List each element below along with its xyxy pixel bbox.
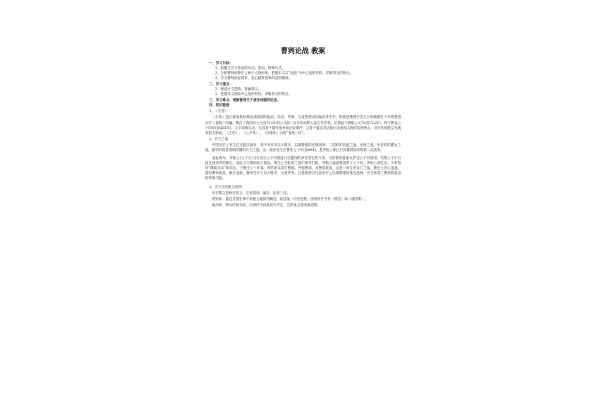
paragraph-changshao-2: 前此两年，齐桓公(公子小白)与其兄公子纠曾进行过激烈的争夺君位的斗争，当时鲁国曾派兵护送公子纠回国，结果公子小白抢先回到齐国即位，因此又与鲁国结下冤仇。鲁庄公在乾时之战中被齐打败，齐桓公逼迫鲁国杀了公子纠。齐桓公即位后，不听管仲“修政自治”的劝告，于鲁庄公十年春，悍然派兵攻打鲁国。齐强鲁弱，对鲁国来说，这是一场生死存亡之战，鲁庄公决心迎战，遂有曹刿请见，献计迎敌，鲁军在长勺以少胜多，大败齐军。这是我国古代战争史上以弱胜强的著名战例，充分体现了曹刿的政治和军事才能。 (205, 156, 401, 181)
section-heading-difficulty: 三、学习难点：理解曹刿关于战争问题的论述。 (209, 97, 281, 102)
paragraph-history-prose-2: 国别体：通过各国史事个别独立地排列概述，叙述某一历史进程。国别体史书有《国语》和《战国策》。 (212, 196, 368, 201)
paragraph-history-prose-1: 历史散文依称史传文，它有国别、编年、纪传三体。 (212, 190, 290, 195)
paragraph-gap (205, 182, 401, 184)
document-page (205, 46, 401, 208)
paragraph-gap (205, 153, 401, 155)
goal-item-2: 2、分析曹刿和鲁庄公两个人物形象，把握本文以“论战”为中心组织材料，详略得当的特点。 (215, 71, 353, 76)
goal-item-1: 1、积累文言文常用的实词、虚词、特殊句式。 (215, 66, 285, 71)
subsection-history-prose: 3、关于历史散文体例 (209, 184, 242, 189)
subsection-zuozhuan: 1、《左传》 (209, 109, 229, 114)
section-heading-key-points: 二、学习重点： (209, 81, 233, 86)
section-heading-goals: 一、学习目标： (209, 61, 233, 65)
section-heading-knowledge: 四、知识链接 (209, 103, 230, 108)
document-title: 曹刿论战 教案 (280, 46, 326, 55)
key-point-item-2: 2、把握本文围绕中心组织材料，详略得当的特点。 (215, 92, 292, 97)
paragraph-changshao-1: 中国历史上发生过无数次战争，其中有许多以少胜多，以弱胜强的光辉战例：三国时的官渡之战、赤壁之战，东晋时的淝水之战，最早的则是春秋时期的长勺之战。这一战争发生在鲁庄公十年(前684)，是齐桓公即位后向鲁国发动的第二次战争。 (205, 142, 401, 152)
key-point-item-1: 1、理清行文思路、背诵课文。 (215, 86, 262, 91)
subsection-changshao: 2、长勺之战 (209, 136, 229, 141)
paragraph-history-prose-3: 编年体：即以时间为经，以事件为纬来叙写史实，它的优点是线索清楚。 (212, 202, 321, 207)
paragraph-zuozhuan: 《左传》是记载春秋时期各诸侯国的政治、经济、军事、文化等情况的编年体史书。相传是鲁国史官左丘明根据孔子写的鲁国历史《春秋》所编，保存了我国自公元前722年到公元前二百多年间的大量古代史料。记事起于鲁隐公元年(前722年)，终于鲁哀公十四年(前454年)，文字简练生动，尤其善于描写战争和记叙事件，又善于通过对话和行动表现人物的性格特点，对后代的散文发展有很大影响。《左传》、《公羊传》、《谷梁传》合称“春秋三传”。 (205, 115, 401, 135)
goal-item-3: 3、学习曹刿热爱国家、忠心献策国家的爱国精神。 (215, 76, 292, 81)
